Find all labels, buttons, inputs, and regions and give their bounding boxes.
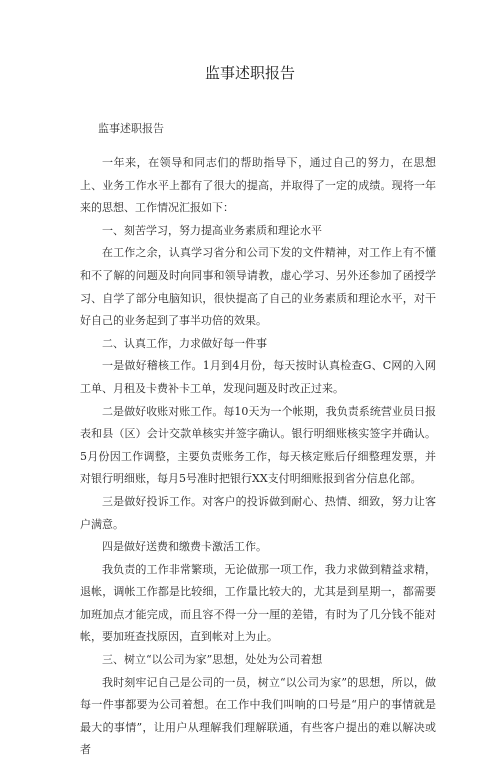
paragraph-activation: 四是做好送费和缴费卡激活工作。 bbox=[102, 540, 267, 554]
document-title: 监事述职报告 bbox=[204, 64, 295, 82]
paragraph-workload: 我负责的工作非常繁琐，无论做那一项工作，我力求做到精益求精，退帐，调帐工作都是比较细，工作量比较大的，尤其是到星期一，都需要加班加点才能完成，而且容不得一分一厘的差错，有时为了几分钱不能对帐，要加班查找原因，直到帐对上为止。 bbox=[80, 562, 436, 644]
paragraph-intro: 一年来，在领导和同志们的帮助指导下，通过自己的努力，在思想上、业务工作水平上都有了很大的提高，并取得了一定的成绩。现将一年来的思想、工作情况汇报如下： bbox=[80, 156, 436, 215]
section-heading-3: 三、树立“以公司为家”思想，处处为公司着想 bbox=[102, 653, 323, 667]
paragraph-company: 我时刻牢记自己是公司的一员，树立“以公司为家”的思想，所以，做每一件事都要为公司着想。在工作中我们叫响的口号是“用户的事情就是最大的事情”，让用户从理解我们理解联通，有些客户提出的难以解决或者 bbox=[80, 675, 436, 757]
paragraph-accounts: 二是做好收账对账工作。每10天为一个帐期，我负责系统营业员日报表和县（区）会计交款单核实并签字确认。银行明细账核实签字并确认。5月份因工作调整，主要负责账务工作，每天核定账后仔细整理发票，并对银行明细账，每月5号准时把银行XX支付明细账报到省分信息化部。 bbox=[80, 404, 436, 486]
paragraph-complaints: 三是做好投诉工作。对客户的投诉做到耐心、热情、细致，努力让客户满意。 bbox=[80, 494, 436, 531]
document-subtitle: 监事述职报告 bbox=[98, 122, 164, 135]
section-heading-2: 二、认真工作，力求做好每一件事 bbox=[102, 336, 267, 350]
paragraph-audit: 一是做好稽核工作。1月到4月份，每天按时认真检查G、C网的入网工单、月租及卡费补卡工单，发现问题及时改正过来。 bbox=[80, 359, 436, 395]
document-body bbox=[80, 152, 436, 762]
section-heading-1: 一、刻苦学习，努力提高业务素质和理论水平 bbox=[102, 223, 322, 237]
paragraph-study: 在工作之余，认真学习省分和公司下发的文件精神，对工作上有不懂和不了解的问题及时向同事和领导请教，虚心学习、另外还参加了函授学习、自学了部分电脑知识，很快提高了自己的业务素质和理论水平，对干好自己的业务起到了事半功倍的效果。 bbox=[80, 246, 436, 328]
